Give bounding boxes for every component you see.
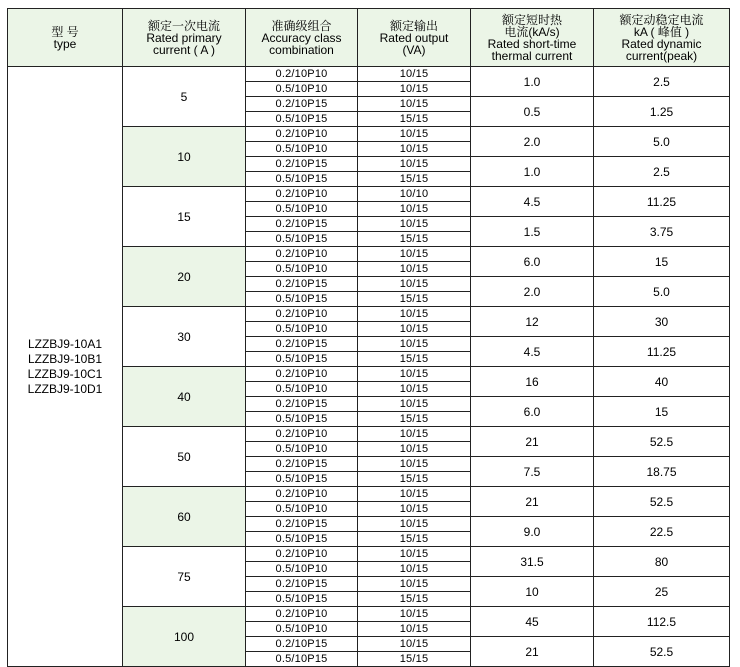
output-cell: 10/15 — [358, 382, 471, 397]
primary-current-cell: 40 — [123, 367, 246, 427]
thermal-cell: 6.0 — [471, 247, 594, 277]
thermal-cell: 12 — [471, 307, 594, 337]
accuracy-cell: 0.2/10P15 — [246, 457, 358, 472]
accuracy-cell: 0.2/10P15 — [246, 637, 358, 652]
accuracy-cell: 0.5/10P10 — [246, 262, 358, 277]
output-cell: 10/15 — [358, 607, 471, 622]
accuracy-cell: 0.5/10P15 — [246, 112, 358, 127]
dynamic-cell: 112.5 — [594, 607, 730, 637]
type-label: LZZBJ9-10C1 — [27, 366, 103, 381]
thermal-cell: 31.5 — [471, 547, 594, 577]
accuracy-cell: 0.2/10P10 — [246, 307, 358, 322]
accuracy-cell: 0.5/10P15 — [246, 592, 358, 607]
type-label: LZZBJ9-10B1 — [27, 351, 103, 366]
thermal-cell: 1.0 — [471, 157, 594, 187]
accuracy-cell: 0.2/10P15 — [246, 217, 358, 232]
type-cell — [8, 67, 123, 667]
thermal-cell: 21 — [471, 427, 594, 457]
dynamic-cell: 15 — [594, 397, 730, 427]
output-cell: 10/15 — [358, 562, 471, 577]
dynamic-cell: 25 — [594, 577, 730, 607]
header-dynamic: 额定动稳定电流 kA ( 峰值 ) Rated dynamic current(peak) — [594, 9, 730, 67]
table-row — [8, 67, 730, 82]
dynamic-cell: 30 — [594, 307, 730, 337]
primary-current-cell: 60 — [123, 487, 246, 547]
accuracy-cell: 0.2/10P15 — [246, 577, 358, 592]
primary-current-cell: 20 — [123, 247, 246, 307]
output-cell: 15/15 — [358, 532, 471, 547]
thermal-cell: 9.0 — [471, 517, 594, 547]
dynamic-cell: 52.5 — [594, 427, 730, 457]
output-cell: 10/15 — [358, 82, 471, 97]
output-cell: 10/15 — [358, 622, 471, 637]
primary-current-cell: 30 — [123, 307, 246, 367]
dynamic-cell: 80 — [594, 547, 730, 577]
accuracy-cell: 0.2/10P10 — [246, 427, 358, 442]
accuracy-cell: 0.2/10P10 — [246, 367, 358, 382]
output-cell: 10/15 — [358, 202, 471, 217]
header-thermal: 额定短时热 电流(kA/s) Rated short-time thermal current — [471, 9, 594, 67]
output-cell: 10/10 — [358, 187, 471, 202]
output-cell: 10/15 — [358, 637, 471, 652]
output-cell: 10/15 — [358, 277, 471, 292]
accuracy-cell: 0.5/10P15 — [246, 352, 358, 367]
dynamic-cell: 18.75 — [594, 457, 730, 487]
thermal-cell: 21 — [471, 487, 594, 517]
thermal-cell: 7.5 — [471, 457, 594, 487]
spec-table — [7, 8, 730, 667]
output-cell: 10/15 — [358, 262, 471, 277]
primary-current-cell: 75 — [123, 547, 246, 607]
accuracy-cell: 0.5/10P10 — [246, 202, 358, 217]
primary-current-cell: 10 — [123, 127, 246, 187]
output-cell: 10/15 — [358, 217, 471, 232]
dynamic-cell: 15 — [594, 247, 730, 277]
dynamic-cell: 52.5 — [594, 637, 730, 667]
accuracy-cell: 0.5/10P10 — [246, 562, 358, 577]
thermal-cell: 0.5 — [471, 97, 594, 127]
accuracy-cell: 0.2/10P10 — [246, 247, 358, 262]
thermal-cell: 21 — [471, 637, 594, 667]
accuracy-cell: 0.5/10P15 — [246, 412, 358, 427]
accuracy-cell: 0.2/10P10 — [246, 127, 358, 142]
output-cell: 10/15 — [358, 502, 471, 517]
dynamic-cell: 5.0 — [594, 127, 730, 157]
accuracy-cell: 0.2/10P15 — [246, 397, 358, 412]
thermal-cell: 1.0 — [471, 67, 594, 97]
thermal-cell: 4.5 — [471, 337, 594, 367]
accuracy-cell: 0.2/10P10 — [246, 187, 358, 202]
output-cell: 10/15 — [358, 517, 471, 532]
output-cell: 15/15 — [358, 592, 471, 607]
accuracy-cell: 0.5/10P15 — [246, 172, 358, 187]
dynamic-cell: 40 — [594, 367, 730, 397]
primary-current-cell: 15 — [123, 187, 246, 247]
dynamic-cell: 3.75 — [594, 217, 730, 247]
output-cell: 10/15 — [358, 322, 471, 337]
thermal-cell: 1.5 — [471, 217, 594, 247]
accuracy-cell: 0.5/10P10 — [246, 442, 358, 457]
accuracy-cell: 0.2/10P10 — [246, 547, 358, 562]
accuracy-cell: 0.5/10P10 — [246, 502, 358, 517]
accuracy-cell: 0.5/10P10 — [246, 82, 358, 97]
accuracy-cell: 0.2/10P15 — [246, 157, 358, 172]
spec-body — [8, 67, 730, 667]
type-label: LZZBJ9-10D1 — [27, 381, 103, 396]
type-label: LZZBJ9-10A1 — [27, 336, 103, 351]
output-cell: 10/15 — [358, 307, 471, 322]
output-cell: 15/15 — [358, 112, 471, 127]
header-row — [8, 9, 730, 67]
output-cell: 10/15 — [358, 142, 471, 157]
primary-current-cell: 5 — [123, 67, 246, 127]
thermal-cell: 4.5 — [471, 187, 594, 217]
dynamic-cell: 22.5 — [594, 517, 730, 547]
accuracy-cell: 0.5/10P15 — [246, 232, 358, 247]
output-cell: 10/15 — [358, 457, 471, 472]
output-cell: 15/15 — [358, 412, 471, 427]
output-cell: 15/15 — [358, 652, 471, 667]
thermal-cell: 6.0 — [471, 397, 594, 427]
output-cell: 15/15 — [358, 292, 471, 307]
thermal-cell: 45 — [471, 607, 594, 637]
dynamic-cell: 52.5 — [594, 487, 730, 517]
header-output: 额定输出 Rated output (VA) — [358, 9, 471, 67]
output-cell: 10/15 — [358, 487, 471, 502]
accuracy-cell: 0.2/10P10 — [246, 487, 358, 502]
output-cell: 10/15 — [358, 367, 471, 382]
accuracy-cell: 0.5/10P15 — [246, 292, 358, 307]
output-cell: 15/15 — [358, 352, 471, 367]
output-cell: 10/15 — [358, 127, 471, 142]
header-accuracy: 准确级组合 Accuracy class combination — [246, 9, 358, 67]
primary-current-cell: 100 — [123, 607, 246, 667]
accuracy-cell: 0.2/10P15 — [246, 337, 358, 352]
header-primary-current: 额定一次电流 Rated primary current ( A ) — [123, 9, 246, 67]
accuracy-cell: 0.2/10P15 — [246, 277, 358, 292]
thermal-cell: 2.0 — [471, 277, 594, 307]
output-cell: 10/15 — [358, 97, 471, 112]
output-cell: 10/15 — [358, 247, 471, 262]
output-cell: 10/15 — [358, 157, 471, 172]
thermal-cell: 16 — [471, 367, 594, 397]
accuracy-cell: 0.2/10P10 — [246, 607, 358, 622]
accuracy-cell: 0.5/10P15 — [246, 532, 358, 547]
accuracy-cell: 0.2/10P10 — [246, 67, 358, 82]
accuracy-cell: 0.5/10P10 — [246, 382, 358, 397]
accuracy-cell: 0.2/10P15 — [246, 517, 358, 532]
primary-current-cell: 50 — [123, 427, 246, 487]
dynamic-cell: 2.5 — [594, 67, 730, 97]
accuracy-cell: 0.5/10P15 — [246, 652, 358, 667]
accuracy-cell: 0.5/10P10 — [246, 142, 358, 157]
output-cell: 15/15 — [358, 472, 471, 487]
accuracy-cell: 0.5/10P10 — [246, 622, 358, 637]
accuracy-cell: 0.2/10P15 — [246, 97, 358, 112]
dynamic-cell: 5.0 — [594, 277, 730, 307]
output-cell: 15/15 — [358, 232, 471, 247]
output-cell: 15/15 — [358, 172, 471, 187]
output-cell: 10/15 — [358, 547, 471, 562]
accuracy-cell: 0.5/10P10 — [246, 322, 358, 337]
output-cell: 10/15 — [358, 577, 471, 592]
dynamic-cell: 2.5 — [594, 157, 730, 187]
thermal-cell: 2.0 — [471, 127, 594, 157]
output-cell: 10/15 — [358, 427, 471, 442]
dynamic-cell: 11.25 — [594, 337, 730, 367]
output-cell: 10/15 — [358, 442, 471, 457]
output-cell: 10/15 — [358, 337, 471, 352]
header-type: 型 号 type — [8, 9, 123, 67]
thermal-cell: 10 — [471, 577, 594, 607]
dynamic-cell: 11.25 — [594, 187, 730, 217]
output-cell: 10/15 — [358, 397, 471, 412]
accuracy-cell: 0.5/10P15 — [246, 472, 358, 487]
dynamic-cell: 1.25 — [594, 97, 730, 127]
output-cell: 10/15 — [358, 67, 471, 82]
